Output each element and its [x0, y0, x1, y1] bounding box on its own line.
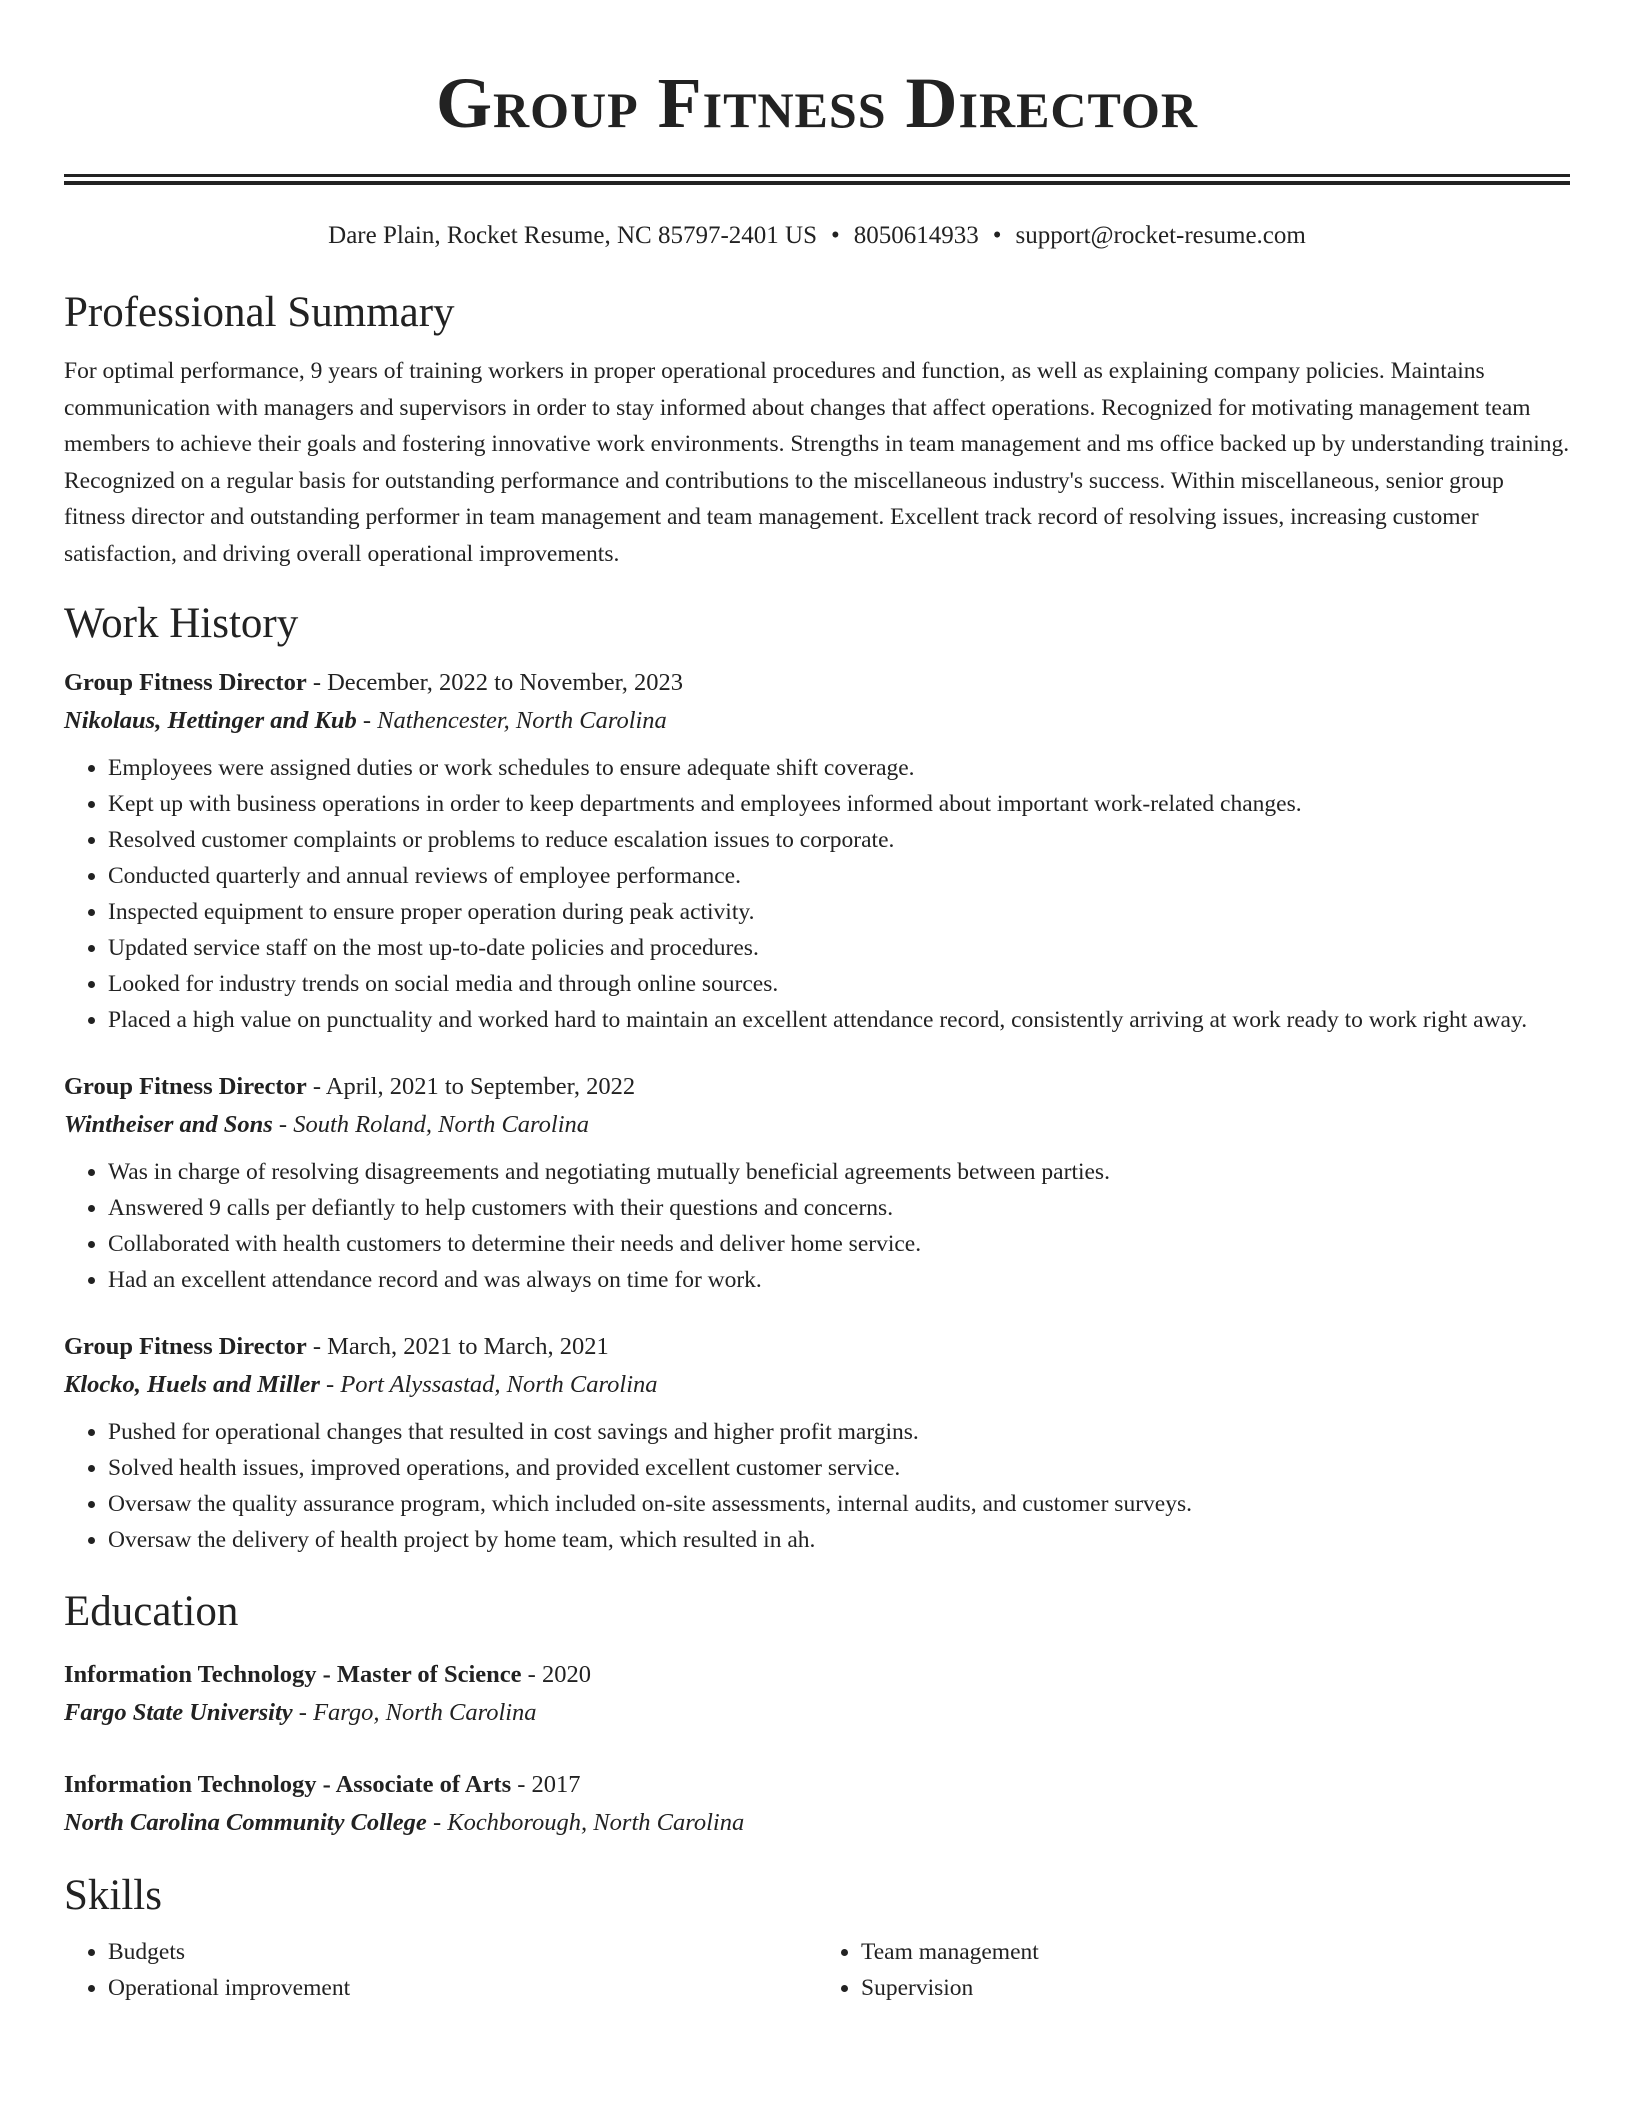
education-school: Fargo State University — [64, 1699, 293, 1726]
contact-line — [64, 219, 1570, 253]
job-dates: - April, 2021 to September, 2022 — [306, 1073, 636, 1100]
job-entry — [64, 1328, 1570, 1558]
skill-item: • Budgets — [108, 1934, 817, 1970]
job-bullet: • Kept up with business operations in order to keep departments and employees informed about important work-related changes. — [108, 786, 1570, 822]
education-heading: Education — [64, 1588, 239, 1635]
work-history-heading: Work History — [64, 600, 299, 647]
job-dates: - December, 2022 to November, 2023 — [306, 669, 684, 696]
job-bullet: • Had an excellent attendance record and was always on time for work. — [108, 1262, 1570, 1298]
education-degree: Information Technology - Master of Science — [64, 1661, 522, 1688]
job-header — [64, 1328, 1570, 1366]
education-school-line — [64, 1694, 1570, 1732]
education-location: - Fargo, North Carolina — [292, 1699, 537, 1726]
job-location: - Nathencester, North Carolina — [356, 707, 667, 734]
contact-phone: 8050614933 — [853, 222, 979, 249]
job-bullet: • Looked for industry trends on social media and through online sources. — [108, 966, 1570, 1002]
job-role: Group Fitness Director — [64, 1073, 307, 1100]
job-location: - South Roland, North Carolina — [272, 1111, 590, 1138]
job-bullet: • Collaborated with health customers to determine their needs and deliver home service. — [108, 1226, 1570, 1262]
job-company-line — [64, 702, 1570, 740]
job-bullet: • Was in charge of resolving disagreements and negotiating mutually beneficial agreements between parties. — [108, 1154, 1570, 1190]
skill-item: • Supervision — [861, 1970, 1570, 2006]
job-role: Group Fitness Director — [64, 1333, 307, 1360]
skill-item: • Team management — [861, 1934, 1570, 1970]
resume-name-title: Group Fitness Director — [436, 63, 1198, 143]
job-bullet: • Updated service staff on the most up-to-date policies and procedures. — [108, 930, 1570, 966]
job-company-line — [64, 1106, 1570, 1144]
education-degree-line — [64, 1656, 1570, 1694]
education-school: North Carolina Community College — [64, 1809, 427, 1836]
job-header — [64, 1068, 1570, 1106]
education-entry — [64, 1656, 1570, 1732]
job-bullet: • Inspected equipment to ensure proper operation during peak activity. — [108, 894, 1570, 930]
job-company: Wintheiser and Sons — [64, 1111, 273, 1138]
job-bullet: • Oversaw the delivery of health project by home team, which resulted in ah. — [108, 1522, 1570, 1558]
job-header — [64, 664, 1570, 702]
skills-column-right — [817, 1934, 1570, 2006]
job-bullet: • Resolved customer complaints or problems to reduce escalation issues to corporate. — [108, 822, 1570, 858]
job-company: Klocko, Huels and Miller — [64, 1371, 320, 1398]
education-degree-line — [64, 1766, 1570, 1804]
contact-address: Dare Plain, Rocket Resume, NC 85797-2401 US — [328, 222, 817, 249]
job-bullets — [64, 1154, 1570, 1298]
job-bullet: • Conducted quarterly and annual reviews of employee performance. — [108, 858, 1570, 894]
skills-heading: Skills — [64, 1872, 162, 1919]
education-year: - 2017 — [511, 1771, 581, 1798]
education-entry — [64, 1766, 1570, 1842]
skills-list — [64, 1934, 1570, 2006]
job-bullet: • Answered 9 calls per defiantly to help customers with their questions and concerns. — [108, 1190, 1570, 1226]
job-company-line — [64, 1366, 1570, 1404]
skills-column-left — [64, 1934, 817, 2006]
job-bullet: • Placed a high value on punctuality and worked hard to maintain an excellent attendance record, consistently arriving at work ready to work right away. — [108, 1002, 1570, 1038]
education-year: - 2020 — [521, 1661, 591, 1688]
job-bullets — [64, 750, 1570, 1038]
job-bullets — [64, 1414, 1570, 1558]
contact-email: support@rocket-resume.com — [1015, 222, 1306, 249]
summary-text: For optimal performance, 9 years of training workers in proper operational procedures and function, as well as explaining company policies. Maintains communication with managers and supervisors in order to stay informed about changes that affect operations. Recognized for motivating management team members to achieve their goals and fostering innovative work environments. Strengths in team management and ms office backed up by understanding training. Recognized on a regular basis for outstanding performance and contributions to the miscellaneous industry's success. Within miscellaneous, senior group fitness director and outstanding performer in team management and team management. Excellent track record of resolving issues, increasing customer satisfaction, and driving overall operational improvements. — [64, 358, 1570, 567]
job-bullet: • Oversaw the quality assurance program, which included on-site assessments, internal audits, and customer surveys. — [108, 1486, 1570, 1522]
summary-heading: Professional Summary — [64, 289, 455, 336]
job-entry — [64, 1068, 1570, 1298]
contact-separator: • — [831, 222, 840, 249]
job-bullet: • Employees were assigned duties or work schedules to ensure adequate shift coverage. — [108, 750, 1570, 786]
education-degree: Information Technology - Associate of Arts — [64, 1771, 512, 1798]
job-entry — [64, 664, 1570, 1038]
job-bullet: • Solved health issues, improved operations, and provided excellent customer service. — [108, 1450, 1570, 1486]
job-location: - Port Alyssastad, North Carolina — [319, 1371, 658, 1398]
job-bullet: • Pushed for operational changes that resulted in cost savings and higher profit margins. — [108, 1414, 1570, 1450]
education-school-line — [64, 1804, 1570, 1842]
education-location: - Kochborough, North Carolina — [426, 1809, 745, 1836]
resume-page — [64, 0, 1570, 2006]
job-company: Nikolaus, Hettinger and Kub — [64, 707, 357, 734]
job-dates: - March, 2021 to March, 2021 — [306, 1333, 609, 1360]
skill-item: • Operational improvement — [108, 1970, 817, 2006]
header-double-rule — [64, 174, 1570, 185]
job-role: Group Fitness Director — [64, 669, 307, 696]
contact-separator: • — [992, 222, 1002, 249]
